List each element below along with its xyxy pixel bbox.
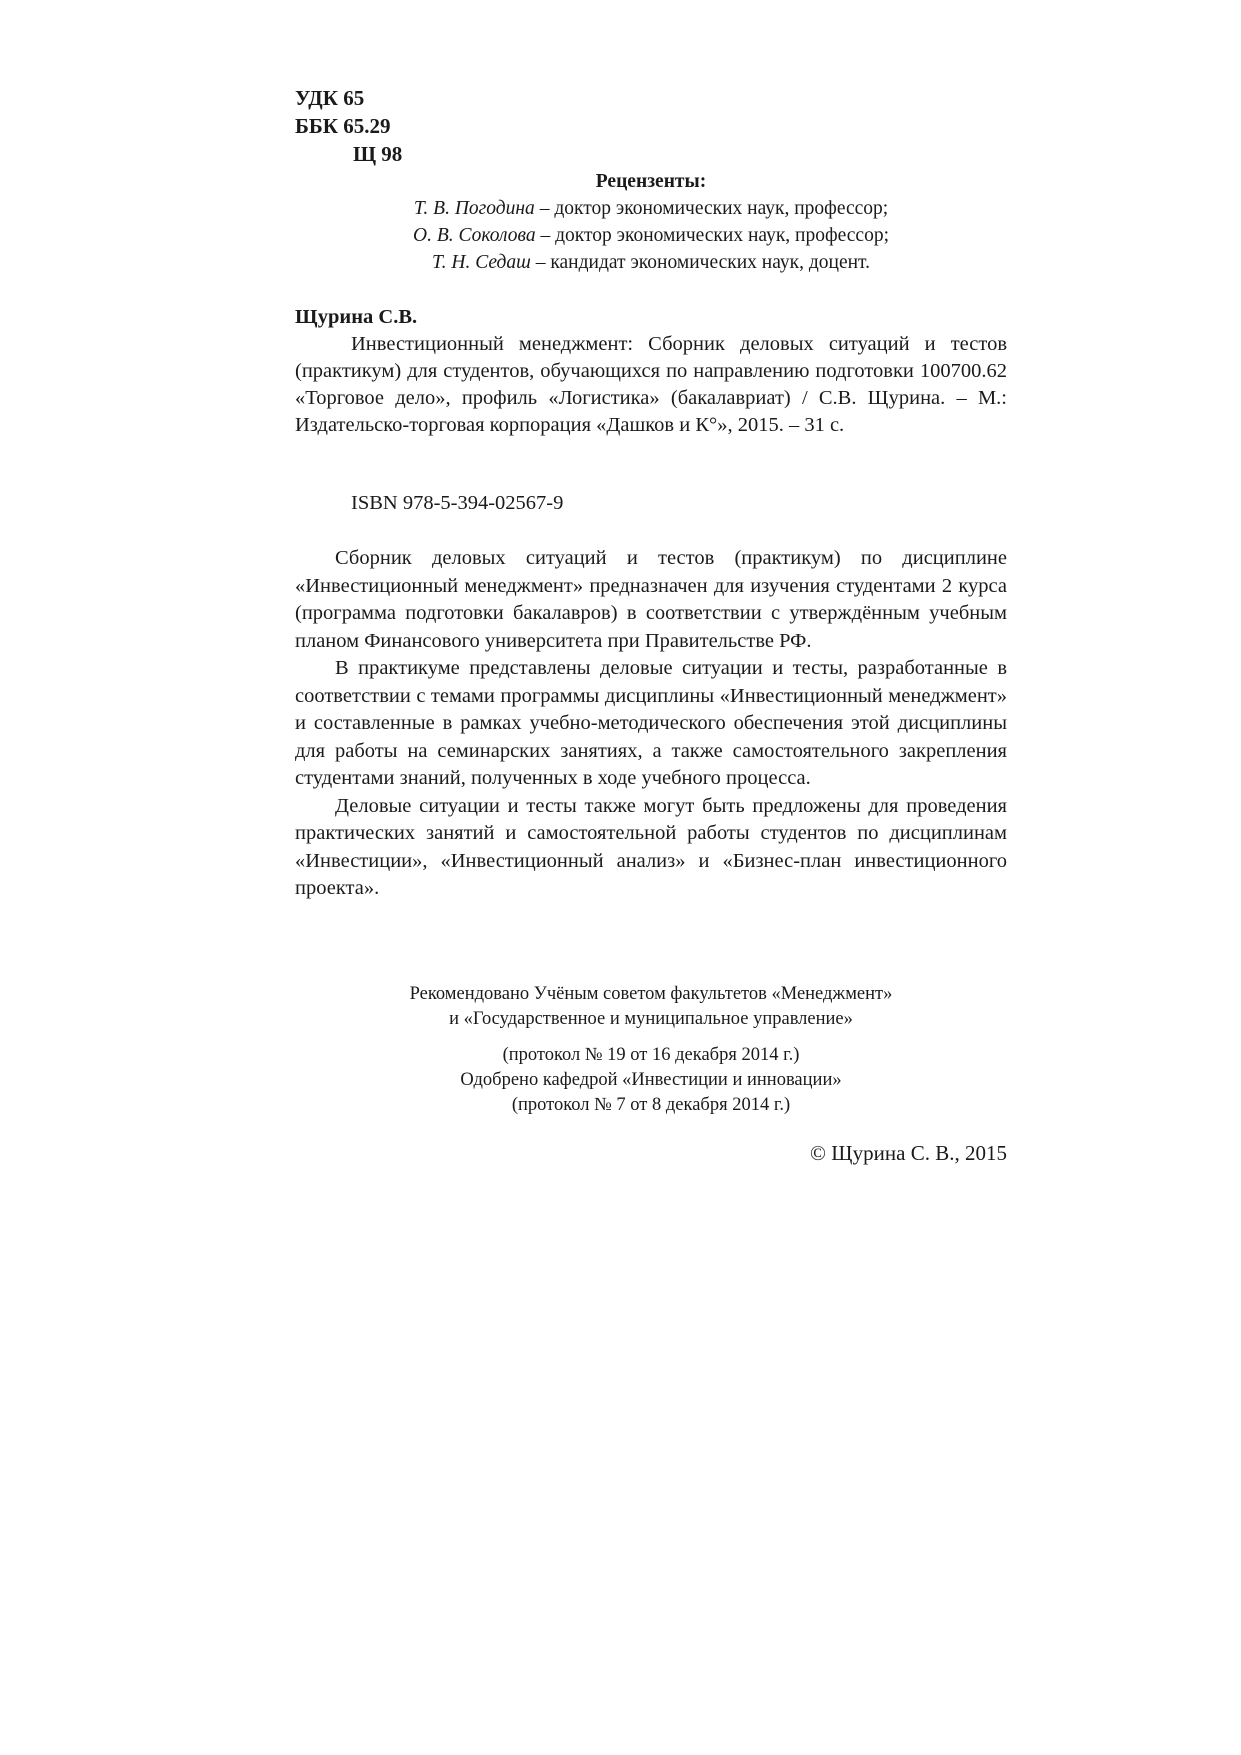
reviewer-line [295, 249, 1007, 276]
reviewers-block [295, 168, 1007, 276]
recommendation-line: Рекомендовано Учёным советом факультетов «Менеджмент» [409, 984, 893, 1004]
recommendation-block [295, 982, 1007, 1118]
reviewer-name: Т. В. Погодина [413, 198, 535, 219]
reviewer-title: – кандидат экономических наук, доцент. [530, 252, 870, 273]
annotation-paragraph: Сборник деловых ситуаций и тестов (практикум) по дисциплине «Инвестиционный менеджмент» предназначен для изучения студентами 2 курса (программа подготовки бакалавров) в соответствии с утверждённым учебным планом Финансового университета при Правительстве РФ. [295, 547, 1007, 652]
protocol-line: (протокол № 19 от 16 декабря 2014 г.) [502, 1045, 800, 1065]
reviewer-line [295, 195, 1007, 222]
protocol-line: (протокол № 7 от 8 декабря 2014 г.) [511, 1095, 791, 1115]
annotation [295, 545, 1007, 903]
copyright: © Щурина С. В., 2015 [810, 1141, 1007, 1165]
reviewer-title: – доктор экономических наук, профессор; [535, 225, 889, 246]
bibliographic-record [295, 304, 1007, 439]
classification-codes [295, 84, 402, 168]
bibliographic-description: Инвестиционный менеджмент: Сборник деловых ситуаций и тестов (практикум) для студентов, обучающихся по направлению подготовки 100700.62 «Торговое дело», профиль «Логистика» (бакалавриат) / С.В. Щурина. – М.: Издательско-торговая корпорация «Дашков и К°», 2015. – 31 с. [295, 333, 1007, 436]
author-mark: Щ 98 [353, 142, 403, 166]
reviewer-name: О. В. Соколова [413, 225, 536, 246]
udk-code: УДК 65 [295, 86, 365, 110]
annotation-paragraph: В практикуме представлены деловые ситуации и тесты, разработанные в соответствии с темами программы дисциплины «Инвестиционный менеджмент» и составленные в рамках учебно-методического обеспечения этой дисциплины для работы на семинарских занятиях, а также самостоятельного закрепления студентами знаний, полученных в ходе учебного процесса. [295, 657, 1007, 789]
reviewer-line [295, 222, 1007, 249]
approval-line: Одобрено кафедрой «Инвестиции и инновации» [460, 1070, 842, 1090]
recommendation-line: и «Государственное и муниципальное управление» [449, 1009, 853, 1029]
reviewer-name: Т. Н. Седаш [432, 252, 531, 273]
author-name: Щурина С.В. [295, 306, 418, 328]
reviewer-title: – доктор экономических наук, профессор; [534, 198, 889, 219]
isbn: ISBN 978-5-394-02567-9 [351, 492, 564, 514]
bbk-code: ББК 65.29 [295, 114, 391, 138]
annotation-paragraph: Деловые ситуации и тесты также могут быть предложены для проведения практических занятий и самостоятельной работы студентов по дисциплинам «Инвестиции», «Инвестиционный анализ» и «Бизнес-план инвестиционного проекта». [295, 794, 1007, 899]
reviewers-heading: Рецензенты: [595, 171, 707, 192]
